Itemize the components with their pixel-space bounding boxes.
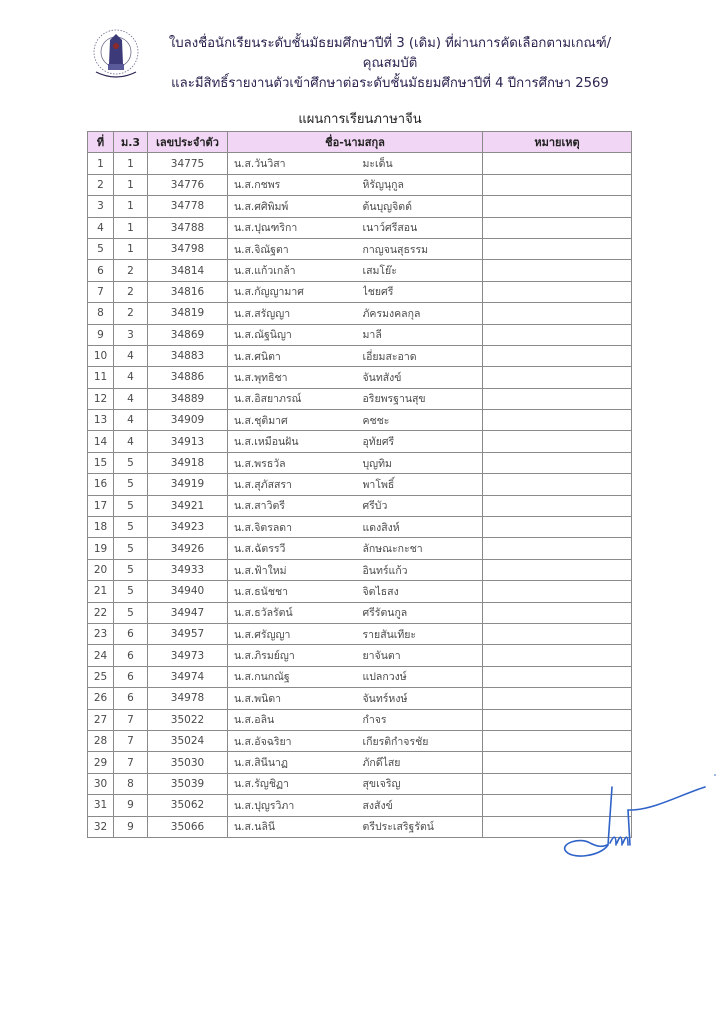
cell-first-name: น.ส.ศนิตา (228, 345, 363, 366)
cell-student-id: 34909 (148, 410, 228, 431)
cell-student-id: 34957 (148, 623, 228, 644)
cell-room: 4 (114, 345, 148, 366)
table-row (88, 388, 632, 409)
cell-no: 19 (88, 538, 114, 559)
cell-no: 17 (88, 495, 114, 516)
cell-student-id: 34775 (148, 153, 228, 174)
cell-note (483, 581, 632, 602)
cell-note (483, 281, 632, 302)
cell-student-id: 35030 (148, 752, 228, 773)
table-row (88, 795, 632, 816)
cell-first-name: น.ส.กัญญามาศ (228, 281, 363, 302)
cell-note (483, 238, 632, 259)
cell-student-id: 34883 (148, 345, 228, 366)
cell-no: 22 (88, 602, 114, 623)
cell-note (483, 388, 632, 409)
table-row (88, 303, 632, 324)
table-row (88, 367, 632, 388)
cell-note (483, 688, 632, 709)
cell-room: 4 (114, 367, 148, 388)
cell-note (483, 645, 632, 666)
document-title-line-1: ใบลงชื่อนักเรียนระดับชั้นมัธยมศึกษาปีที่ 3 (เดิม) ที่ผ่านการคัดเลือกตามเกณฑ์/คุณสมบัติ (168, 36, 612, 71)
cell-last-name: พาโพธิ์ (363, 474, 483, 495)
cell-student-id: 34978 (148, 688, 228, 709)
cell-last-name: จิตไธสง (363, 581, 483, 602)
cell-first-name: น.ส.ธนัชชา (228, 581, 363, 602)
table-row (88, 260, 632, 281)
cell-room: 5 (114, 538, 148, 559)
table-row (88, 238, 632, 259)
cell-no: 31 (88, 795, 114, 816)
cell-student-id: 35022 (148, 709, 228, 730)
cell-student-id: 34819 (148, 303, 228, 324)
cell-first-name: น.ส.ชุติมาศ (228, 410, 363, 431)
header-no: ที่ (88, 132, 114, 153)
cell-first-name: น.ส.สาวิตรี (228, 495, 363, 516)
cell-student-id: 34926 (148, 538, 228, 559)
cell-first-name: น.ส.กชพร (228, 174, 363, 195)
cell-no: 25 (88, 666, 114, 687)
cell-student-id: 34913 (148, 431, 228, 452)
table-row (88, 709, 632, 730)
table-row (88, 730, 632, 751)
cell-no: 9 (88, 324, 114, 345)
school-logo (90, 28, 142, 82)
cell-first-name: น.ส.อัจฉริยา (228, 730, 363, 751)
table-row (88, 217, 632, 238)
cell-no: 24 (88, 645, 114, 666)
cell-room: 1 (114, 196, 148, 217)
cell-first-name: น.ส.สรัญญา (228, 303, 363, 324)
cell-no: 23 (88, 623, 114, 644)
cell-note (483, 196, 632, 217)
cell-student-id: 34921 (148, 495, 228, 516)
cell-last-name: อินทร์แก้ว (363, 559, 483, 580)
cell-last-name: แปลกวงษ์ (363, 666, 483, 687)
cell-no: 8 (88, 303, 114, 324)
cell-room: 1 (114, 238, 148, 259)
cell-first-name: น.ส.ฟ้าใหม่ (228, 559, 363, 580)
cell-room: 6 (114, 688, 148, 709)
cell-last-name: รายสันเทียะ (363, 623, 483, 644)
cell-room: 7 (114, 730, 148, 751)
cell-note (483, 367, 632, 388)
cell-last-name: ตรีประเสริฐรัตน์ (363, 816, 483, 837)
cell-room: 5 (114, 517, 148, 538)
cell-first-name: น.ส.พนิดา (228, 688, 363, 709)
cell-room: 4 (114, 410, 148, 431)
cell-first-name: น.ส.สินีนาฏ (228, 752, 363, 773)
cell-no: 6 (88, 260, 114, 281)
cell-last-name: เสมโย๊ะ (363, 260, 483, 281)
cell-note (483, 709, 632, 730)
section-title: แผนการเรียนภาษาจีน (298, 112, 422, 127)
cell-student-id: 34974 (148, 666, 228, 687)
cell-student-id: 35024 (148, 730, 228, 751)
student-list-table (87, 131, 632, 838)
cell-first-name: น.ส.ปุณฑริกา (228, 217, 363, 238)
cell-no: 12 (88, 388, 114, 409)
header-note: หมายเหตุ (483, 132, 632, 153)
cell-student-id: 34798 (148, 238, 228, 259)
cell-no: 18 (88, 517, 114, 538)
cell-first-name: น.ส.แก้วเกล้า (228, 260, 363, 281)
cell-room: 6 (114, 666, 148, 687)
table-row (88, 581, 632, 602)
cell-student-id: 34814 (148, 260, 228, 281)
cell-first-name: น.ส.อลิน (228, 709, 363, 730)
table-row (88, 196, 632, 217)
cell-no: 2 (88, 174, 114, 195)
cell-room: 5 (114, 559, 148, 580)
cell-room: 4 (114, 388, 148, 409)
cell-no: 15 (88, 452, 114, 473)
cell-last-name: ยาจันตา (363, 645, 483, 666)
cell-note (483, 345, 632, 366)
cell-no: 16 (88, 474, 114, 495)
table-row (88, 752, 632, 773)
cell-note (483, 559, 632, 580)
document-title-line-2: และมีสิทธิ์รายงานตัวเข้าศึกษาต่อระดับชั้นมัธยมศึกษาปีที่ 4 ปีการศึกษา 2569 (171, 76, 609, 91)
cell-room: 9 (114, 816, 148, 837)
header-full-name: ชื่อ-นามสกุล (228, 132, 483, 153)
signature (560, 765, 727, 860)
cell-room: 2 (114, 303, 148, 324)
cell-student-id: 34923 (148, 517, 228, 538)
cell-first-name: น.ส.จิตรลดา (228, 517, 363, 538)
cell-no: 4 (88, 217, 114, 238)
cell-last-name: หิรัญนุกูล (363, 174, 483, 195)
cell-note (483, 452, 632, 473)
cell-last-name: เกียรติกำจรชัย (363, 730, 483, 751)
cell-room: 5 (114, 452, 148, 473)
cell-student-id: 34947 (148, 602, 228, 623)
cell-last-name: ภักดีไสย (363, 752, 483, 773)
table-row (88, 324, 632, 345)
table-row (88, 517, 632, 538)
cell-note (483, 431, 632, 452)
cell-first-name: น.ส.สุภัสสรา (228, 474, 363, 495)
cell-first-name: น.ส.ฉัตรรวี (228, 538, 363, 559)
cell-note (483, 303, 632, 324)
cell-no: 29 (88, 752, 114, 773)
table-row (88, 410, 632, 431)
cell-student-id: 35066 (148, 816, 228, 837)
cell-note (483, 474, 632, 495)
cell-room: 1 (114, 217, 148, 238)
cell-note (483, 495, 632, 516)
cell-note (483, 666, 632, 687)
table-row (88, 688, 632, 709)
table-row (88, 474, 632, 495)
cell-last-name: ภัครมงคลกุล (363, 303, 483, 324)
cell-no: 5 (88, 238, 114, 259)
cell-student-id: 34869 (148, 324, 228, 345)
cell-first-name: น.ส.จิณัฐตา (228, 238, 363, 259)
table-row (88, 174, 632, 195)
cell-note (483, 517, 632, 538)
cell-last-name: กำจร (363, 709, 483, 730)
cell-last-name: ศรีบัว (363, 495, 483, 516)
cell-last-name: สงสังข์ (363, 795, 483, 816)
table-row (88, 602, 632, 623)
cell-room: 5 (114, 495, 148, 516)
cell-room: 6 (114, 645, 148, 666)
cell-last-name: จันทสังข์ (363, 367, 483, 388)
cell-no: 1 (88, 153, 114, 174)
cell-note (483, 602, 632, 623)
cell-room: 1 (114, 153, 148, 174)
cell-room: 9 (114, 795, 148, 816)
cell-first-name: น.ส.รัญชิฏา (228, 773, 363, 794)
cell-no: 30 (88, 773, 114, 794)
cell-last-name: ลักษณะกะชา (363, 538, 483, 559)
cell-no: 7 (88, 281, 114, 302)
cell-student-id: 34776 (148, 174, 228, 195)
table-row (88, 452, 632, 473)
header-room: ม.3 (114, 132, 148, 153)
cell-first-name: น.ส.ภิรมย์ญา (228, 645, 363, 666)
cell-student-id: 34918 (148, 452, 228, 473)
table-row (88, 281, 632, 302)
cell-first-name: น.ส.ปุญรวิภา (228, 795, 363, 816)
cell-room: 4 (114, 431, 148, 452)
cell-note (483, 623, 632, 644)
cell-last-name: ไชยศรี (363, 281, 483, 302)
table-row (88, 666, 632, 687)
table-row (88, 559, 632, 580)
table-row (88, 431, 632, 452)
table-row (88, 495, 632, 516)
table-row (88, 773, 632, 794)
cell-first-name: น.ส.นลินี (228, 816, 363, 837)
cell-no: 10 (88, 345, 114, 366)
cell-last-name: อริยพรฐานสุข (363, 388, 483, 409)
cell-room: 3 (114, 324, 148, 345)
cell-first-name: น.ส.กนกณัฐ (228, 666, 363, 687)
table-row (88, 816, 632, 837)
cell-room: 6 (114, 623, 148, 644)
cell-no: 26 (88, 688, 114, 709)
cell-first-name: น.ส.ธวัลรัตน์ (228, 602, 363, 623)
table-row (88, 623, 632, 644)
cell-last-name: กาญจนสุธรรม (363, 238, 483, 259)
cell-first-name: น.ส.วันวิสา (228, 153, 363, 174)
table-row (88, 153, 632, 174)
cell-first-name: น.ส.พรธวัล (228, 452, 363, 473)
cell-last-name: สุขเจริญ (363, 773, 483, 794)
cell-room: 5 (114, 474, 148, 495)
cell-student-id: 34973 (148, 645, 228, 666)
cell-note (483, 217, 632, 238)
cell-last-name: ศรีรัตนกูล (363, 602, 483, 623)
cell-room: 5 (114, 602, 148, 623)
cell-note (483, 260, 632, 281)
cell-room: 7 (114, 752, 148, 773)
cell-no: 20 (88, 559, 114, 580)
cell-note (483, 410, 632, 431)
cell-no: 3 (88, 196, 114, 217)
cell-room: 8 (114, 773, 148, 794)
cell-last-name: ต้นบุญจิตต์ (363, 196, 483, 217)
cell-first-name: น.ส.ศรัญญา (228, 623, 363, 644)
table-row (88, 645, 632, 666)
cell-last-name: มาลี (363, 324, 483, 345)
cell-student-id: 34886 (148, 367, 228, 388)
cell-no: 14 (88, 431, 114, 452)
cell-student-id: 34816 (148, 281, 228, 302)
cell-room: 2 (114, 281, 148, 302)
cell-last-name: เอี่ยมสะอาด (363, 345, 483, 366)
table-header-row (88, 132, 632, 153)
cell-first-name: น.ส.เหมือนฝัน (228, 431, 363, 452)
cell-student-id: 34919 (148, 474, 228, 495)
cell-last-name: แดงสิงห์ (363, 517, 483, 538)
cell-room: 2 (114, 260, 148, 281)
cell-student-id: 35062 (148, 795, 228, 816)
cell-last-name: มะเด็น (363, 153, 483, 174)
cell-student-id: 34778 (148, 196, 228, 217)
cell-note (483, 324, 632, 345)
cell-last-name: เนาว์ศรีสอน (363, 217, 483, 238)
cell-student-id: 34788 (148, 217, 228, 238)
table-row (88, 538, 632, 559)
cell-last-name: จันทร์หงษ์ (363, 688, 483, 709)
cell-first-name: น.ส.พุทธิชา (228, 367, 363, 388)
cell-student-id: 34940 (148, 581, 228, 602)
cell-no: 27 (88, 709, 114, 730)
cell-note (483, 730, 632, 751)
cell-note (483, 174, 632, 195)
cell-no: 13 (88, 410, 114, 431)
cell-no: 32 (88, 816, 114, 837)
header-student-id: เลขประจำตัว (148, 132, 228, 153)
cell-no: 11 (88, 367, 114, 388)
table-row (88, 345, 632, 366)
cell-first-name: น.ส.อิสยาภรณ์ (228, 388, 363, 409)
cell-room: 7 (114, 709, 148, 730)
cell-first-name: น.ส.ศศิพิมพ์ (228, 196, 363, 217)
cell-student-id: 35039 (148, 773, 228, 794)
cell-no: 21 (88, 581, 114, 602)
cell-student-id: 34933 (148, 559, 228, 580)
cell-last-name: อุทัยศรี (363, 431, 483, 452)
cell-note (483, 538, 632, 559)
cell-last-name: คชชะ (363, 410, 483, 431)
cell-first-name: น.ส.ณัฐนิญา (228, 324, 363, 345)
cell-room: 5 (114, 581, 148, 602)
cell-room: 1 (114, 174, 148, 195)
cell-note (483, 153, 632, 174)
cell-no: 28 (88, 730, 114, 751)
cell-student-id: 34889 (148, 388, 228, 409)
cell-last-name: บุญทิม (363, 452, 483, 473)
